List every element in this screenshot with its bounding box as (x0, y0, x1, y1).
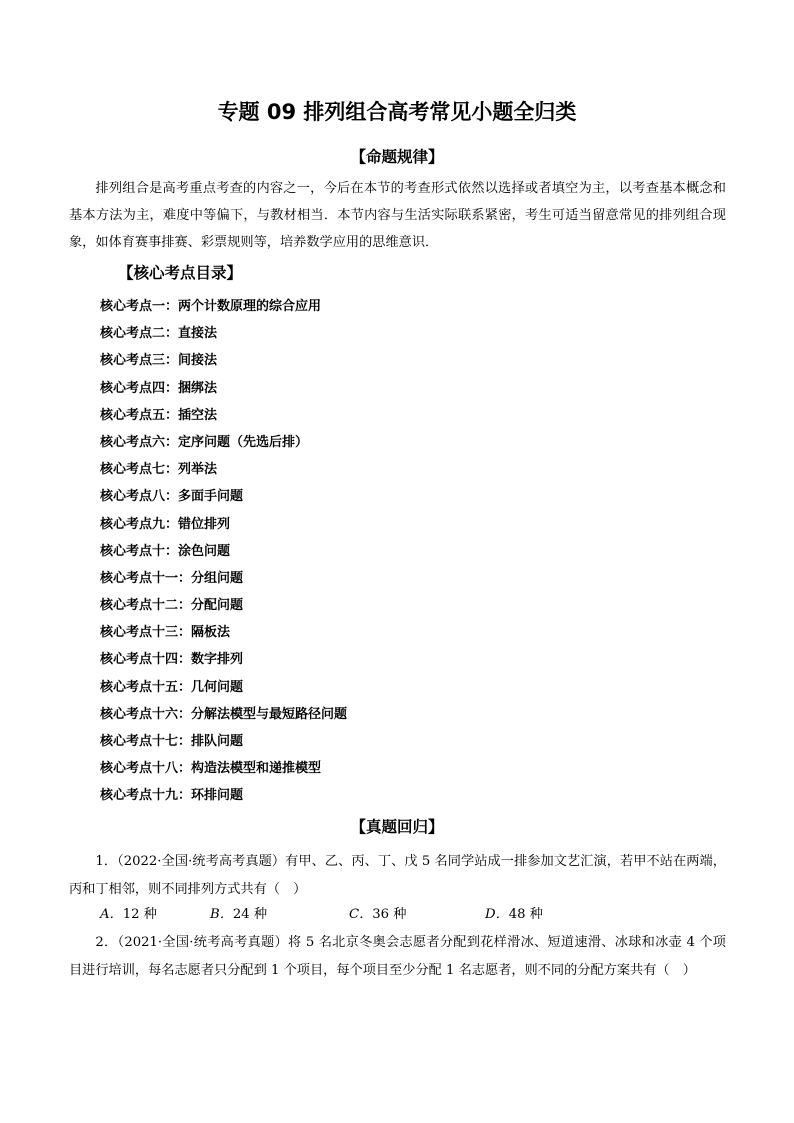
toc-item: 核心考点三：间接法 (100, 353, 218, 369)
law-paragraph: 排列组合是高考重点考查的内容之一，今后在本节的考查形式依然以选择或者填空为主，以考查基本概念和基本方法为主，难度中等偏下，与教材相当．本节内容与生活实际联系紧密，考生可适当留意常见的排列组合现象，如体育赛事排赛、彩票规则等，培养数学应用的思维意识． (69, 181, 726, 250)
toc-item: 核心考点十四：数字排列 (100, 652, 244, 668)
question-1: 1．（2022·全国·统考高考真题）有甲、乙、丙、丁、戊 5 名同学站成一排参加文艺汇演，若甲不站在两端，丙和丁相邻，则不同排列方式共有（ ） (69, 854, 726, 897)
toc-list (100, 293, 700, 810)
toc-item: 核心考点十七：排队问题 (100, 734, 244, 749)
toc-item: 核心考点十三：隔板法 (100, 625, 231, 641)
toc-item: 核心考点十六：分解法模型与最短路径问题 (100, 706, 348, 722)
toc-item: 核心考点十：涂色问题 (100, 543, 231, 559)
question-1-options (100, 903, 700, 927)
toc-item: 核心考点四：捆绑法 (100, 380, 218, 396)
toc-item: 核心考点十二：分配问题 (100, 598, 244, 614)
toc-item: 核心考点十五：几何问题 (100, 679, 244, 695)
toc-item: 核心考点十一：分组问题 (100, 570, 244, 586)
toc-item: 核心考点七：列举法 (100, 462, 218, 478)
toc-item: 核心考点六：定序问题（先选后排） (100, 434, 309, 450)
toc-item: 核心考点一：两个计数原理的综合应用 (100, 299, 322, 314)
option-c: C．36 种 (349, 907, 407, 922)
toc-item: 核心考点九：错位排列 (100, 516, 231, 532)
option-a: A．12 种 (100, 907, 157, 922)
toc-item: 核心考点五：插空法 (100, 407, 218, 423)
question-2: 2．（2021·全国·统考高考真题）将 5 名北京冬奥会志愿者分配到花样滑冰、短道速滑、冰球和冰壶 4 个项目进行培训，每名志愿者只分配到 1 个项目，每个项目至少分配 1 名志愿者，则不同的分配方案共有（ ） (69, 935, 726, 978)
review-heading: 【真题回归】 (350, 818, 444, 836)
option-b: B．24 种 (210, 907, 268, 922)
law-heading: 【命题规律】 (350, 148, 444, 166)
toc-item: 核心考点十八：构造法模型和递推模型 (100, 761, 322, 777)
toc-item: 核心考点二：直接法 (100, 326, 218, 342)
toc-item: 核心考点十九：环排问题 (100, 788, 244, 804)
toc-item: 核心考点八：多面手问题 (100, 489, 244, 505)
toc-heading: 【核心考点目录】 (118, 264, 243, 282)
option-d: D．48 种 (485, 907, 543, 922)
page-title: 专题 09 排列组合高考常见小题全归类 (217, 100, 577, 124)
